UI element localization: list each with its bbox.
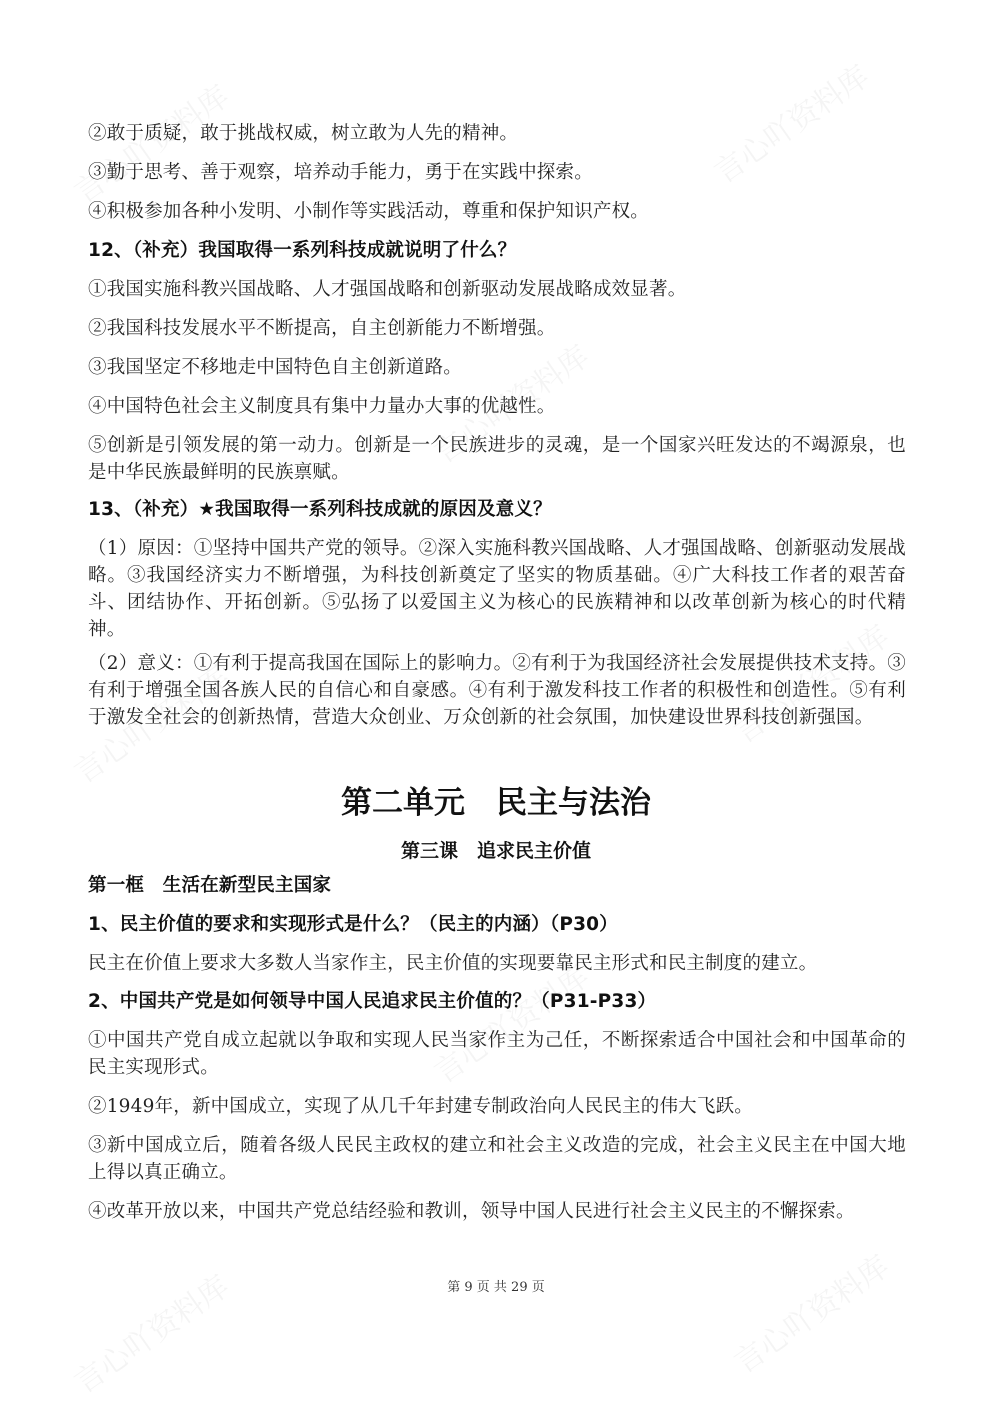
unit-title: 第二单元 民主与法治 [341, 785, 651, 821]
list-item: ②我国科技发展水平不断提高，自主创新能力不断增强。 [88, 318, 556, 339]
list-item: ③勤于思考、善于观察，培养动手能力，勇于在实践中探索。 [88, 162, 593, 183]
paragraph: （2）意义：①有利于提高我国在国际上的影响力。②有利于为我国经济社会发展提供技术支持。③有利于增强全国各族人民的自信心和自豪感。④有利于激发科技工作者的积极性和创造性。⑤有利于激发全社会的创新热情，营造大众创业、万众创新的社会氛围，加快建设世界科技创新强国。 [88, 653, 906, 728]
paragraph: （1）原因：①坚持中国共产党的领导。②深入实施科教兴国战略、人才强国战略、创新驱动发展战略。③我国经济实力不断增强，为科技创新奠定了坚实的物质基础。④广大科技工作者的艰苦奋斗、团结协作、开拓创新。⑤弘扬了以爱国主义为核心的民族精神和以改革创新为核心的时代精神。 [88, 538, 906, 640]
frame-title: 第一框 生活在新型民主国家 [88, 875, 332, 896]
list-item: ③新中国成立后，随着各级人民民主政权的建立和社会主义改造的完成，社会主义民主在中国大地上得以真正确立。 [88, 1135, 906, 1183]
list-item: ①我国实施科教兴国战略、人才强国战略和创新驱动发展战略成效显著。 [88, 279, 687, 300]
paragraph: 民主在价值上要求大多数人当家作主，民主价值的实现要靠民主形式和民主制度的建立。 [88, 953, 818, 974]
watermark [724, 1242, 897, 1381]
lesson-title: 第三课 追求民主价值 [400, 840, 591, 862]
list-item: ①中国共产党自成立起就以争取和实现人民当家作主为己任，不断探索适合中国社会和中国革命的民主实现形式。 [88, 1030, 906, 1078]
question-heading: 12、（补充）我国取得一系列科技成就说明了什么？ [88, 240, 517, 261]
list-item: ⑤创新是引领发展的第一动力。创新是一个民族进步的灵魂，是一个国家兴旺发达的不竭源泉，也是中华民族最鲜明的民族禀赋。 [88, 435, 906, 483]
question-heading: 13、（补充）★我国取得一系列科技成就的原因及意义？ [88, 499, 552, 520]
list-item: ④中国特色社会主义制度具有集中力量办大事的优越性。 [88, 396, 556, 417]
list-item: ③我国坚定不移地走中国特色自主创新道路。 [88, 357, 463, 378]
list-item: ②敢于质疑，敢于挑战权威，树立敢为人先的精神。 [88, 123, 519, 144]
page-number: 第 9 页 共 29 页 [447, 1280, 545, 1295]
question-heading: 1、民主价值的要求和实现形式是什么？（民主的内涵）（P30） [88, 914, 618, 935]
list-item: ④积极参加各种小发明、小制作等实践活动，尊重和保护知识产权。 [88, 201, 650, 222]
list-item: ④改革开放以来，中国共产党总结经验和教训，领导中国人民进行社会主义民主的不懈探索。 [88, 1201, 855, 1222]
list-item: ②1949年，新中国成立，实现了从几千年封建专制政治向人民民主的伟大飞跃。 [88, 1096, 753, 1117]
question-heading: 2、中国共产党是如何领导中国人民追求民主价值的？（P31-P33） [88, 991, 657, 1012]
